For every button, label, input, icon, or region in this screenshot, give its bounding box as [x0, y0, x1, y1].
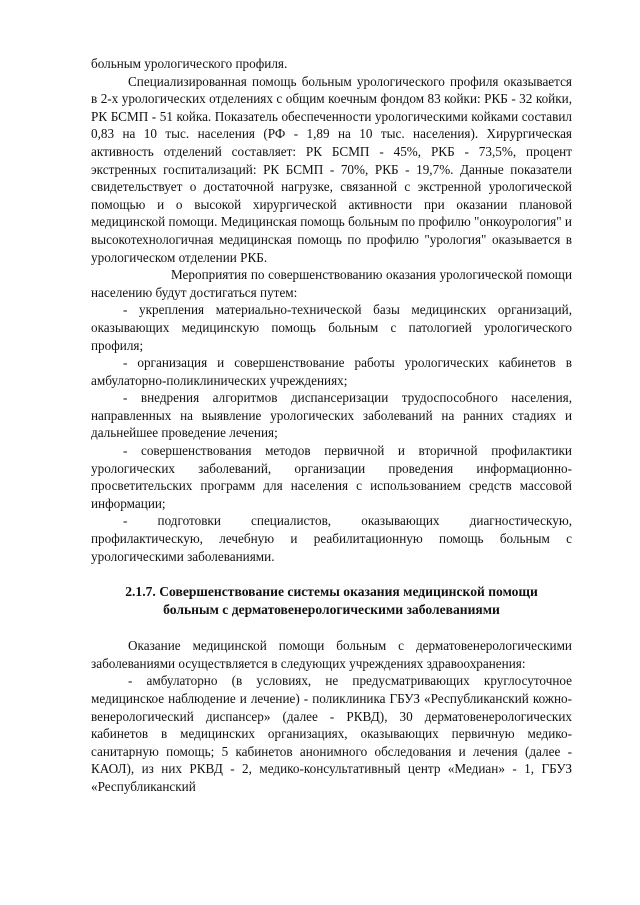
- paragraph: Мероприятия по совершенствованию оказания урологической помощи населению будут достигаться путем:: [91, 267, 572, 300]
- list-item: - внедрения алгоритмов диспансеризации трудоспособного населения, направленных на выявление урологических заболеваний на ранних стадиях и дальнейшее проведение лечения;: [91, 390, 572, 441]
- list-item: - подготовки специалистов, оказывающих диагностическую, профилактическую, лечебную и реабилитационную помощь больным с урологическими заболеваниями.: [91, 513, 572, 564]
- paragraph: больным урологического профиля.: [91, 56, 288, 71]
- list-item: - совершенствования методов первичной и вторичной профилактики урологических заболеваний, организации проведения информационно-просветительских программ для населения с использованием средств массовой информации;: [91, 443, 572, 511]
- section-heading-line: больным с дерматовенерологическими заболеваниями: [163, 602, 500, 618]
- list-item: - укрепления материально-технической базы медицинских организаций, оказывающих медицинскую помощь больным с патологией урологического профиля;: [91, 302, 572, 353]
- section-heading: [91, 583, 572, 619]
- list-item: - организация и совершенствование работы урологических кабинетов в амбулаторно-поликлинических учреждениях;: [91, 355, 572, 388]
- paragraph: Специализированная помощь больным урологического профиля оказывается в 2-х урологических отделениях с общим коечным фондом 83 койки: РКБ - 32 койки, РК БСМП - 51 койка. Показатель обеспеченности урологическими койками составил 0,83 на 10 тыс. населения (РФ - 1,89 на 10 тыс. населения). Хирургическая активность отделений составляет: РК БСМП - 45%, РКБ - 73,5%, процент экстренных госпитализаций: РК БСМП - 70%, РКБ - 19,7%. Данные показатели свидетельствует о достаточной нагрузке, связанной с экстренной урологической помощью и о высокой хирургической активности при оказании плановой медицинской помощи. Медицинская помощь больным по профилю "онкоурология" и высокотехнологичная медицинская помощь по профилю "урология" оказывается в урологическом отделении РКБ.: [91, 73, 572, 265]
- paragraph: - амбулаторно (в условиях, не предусматривающих круглосуточное медицинское наблюдение и лечение) - поликлиника ГБУЗ «Республиканский кожно-венерологический диспансер» (далее - РКВД), 30 дерматовенерологических кабинетов в медицинских организациях, оказывающих первичную медико-санитарную помощь; 5 кабинетов анонимного обследования и лечения (далее - КАОЛ), из них РКВД - 2, медико-консультативный центр «Медиан» - 1, ГБУЗ «Республиканский: [91, 673, 572, 794]
- document-page: [91, 55, 572, 796]
- paragraph: Оказание медицинской помощи больным с дерматовенерологическими заболеваниями осуществляется в следующих учреждениях здравоохранения:: [91, 638, 572, 671]
- section-heading-line: 2.1.7. Совершенствование системы оказания медицинской помощи: [125, 584, 538, 600]
